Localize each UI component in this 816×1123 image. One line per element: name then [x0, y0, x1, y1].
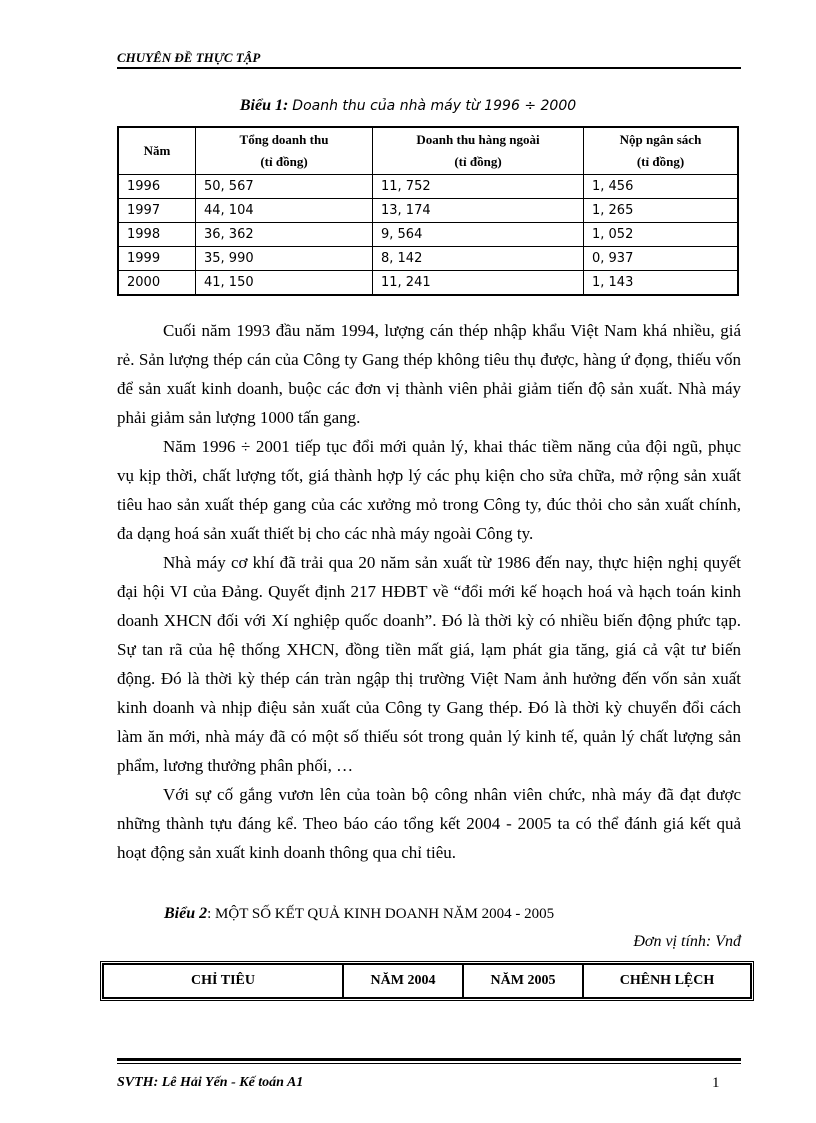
cell-year: 1996: [118, 175, 196, 199]
cell-budget: 1, 456: [584, 175, 739, 199]
col-header-indicator: CHỈ TIÊU: [103, 964, 343, 998]
table2-caption: [164, 905, 554, 923]
col-header-budget-label: Nộp ngân sách: [619, 132, 702, 147]
paragraph: Năm 1996 ÷ 2001 tiếp tục đổi mới quản lý, khai thác tiềm năng của đội ngũ, phục vụ kịp thời, chất lượng tốt, giá thành hợp lý các phụ kiện cho sửa chữa, mở rộng sản xuất tiêu hao sản xuất thép gang của các xưởng mỏ trong Công ty, đúc thỏi cho sản xuất chính, đa dạng hoá sản xuất thiết bị cho các nhà máy ngoài Công ty.: [117, 437, 741, 543]
col-header-export-unit: (tỉ đồng): [454, 154, 502, 169]
cell-year: 1999: [118, 247, 196, 271]
col-header-difference: CHÊNH LỆCH: [583, 964, 751, 998]
cell-year: 1998: [118, 223, 196, 247]
table-row: [118, 199, 738, 223]
cell-revenue: 35, 990: [196, 247, 373, 271]
cell-budget: 1, 143: [584, 271, 739, 296]
footer-author: SVTH: Lê Hải Yến - Kế toán A1: [117, 1075, 304, 1090]
cell-export: 11, 241: [373, 271, 584, 296]
results-table: [100, 961, 754, 1001]
table2-caption-text: : MỘT SỐ KẾT QUẢ KINH DOANH NĂM 2004 - 2005: [207, 906, 555, 922]
table1-caption-text: Doanh thu của nhà máy từ 1996 ÷ 2000: [292, 98, 577, 114]
cell-budget: 1, 052: [584, 223, 739, 247]
table-row: [118, 175, 738, 199]
col-header-revenue-unit: (tỉ đồng): [260, 154, 308, 169]
footer-divider-thick: [117, 1058, 741, 1061]
table1-caption-label: Biểu 1:: [239, 97, 289, 114]
table-row: [118, 271, 738, 296]
cell-budget: 0, 937: [584, 247, 739, 271]
col-header-revenue: [196, 127, 373, 175]
table1-caption: [0, 97, 816, 115]
page-number: 1: [712, 1075, 720, 1091]
col-header-revenue-label: Tổng doanh thu: [239, 132, 329, 147]
col-header-export: [373, 127, 584, 175]
col-header-budget-unit: (tỉ đồng): [636, 154, 685, 169]
col-header-year: Năm: [118, 127, 196, 175]
header-divider: [117, 67, 741, 69]
col-header-2004: NĂM 2004: [343, 964, 463, 998]
paragraph: Cuối năm 1993 đầu năm 1994, lượng cán thép nhập khẩu Việt Nam khá nhiều, giá rẻ. Sản lượng thép cán của Công ty Gang thép không tiêu thụ được, hàng ứ đọng, thiếu vốn để sản xuất kinh doanh, buộc các đơn vị thành viên phải giảm tiến độ sản xuất. Nhà máy phải giảm sản lượng 1000 tấn gang.: [117, 321, 741, 427]
table-row: [118, 223, 738, 247]
cell-year: 2000: [118, 271, 196, 296]
table-row: [118, 247, 738, 271]
cell-revenue: 44, 104: [196, 199, 373, 223]
unit-note: Đơn vị tính: Vnđ: [633, 933, 741, 950]
cell-revenue: 36, 362: [196, 223, 373, 247]
footer-divider-thin: [117, 1063, 741, 1064]
col-header-2005: NĂM 2005: [463, 964, 583, 998]
col-header-budget: [584, 127, 739, 175]
paragraph: Với sự cố gắng vươn lên của toàn bộ công nhân viên chức, nhà máy đã đạt được những thành tựu đáng kể. Theo báo cáo tổng kết 2004 - 2005 ta có thể đánh giá kết quả hoạt động sản xuất kinh doanh thông qua chỉ tiêu.: [117, 785, 741, 862]
page-header-title: CHUYÊN ĐỀ THỰC TẬP: [117, 50, 261, 65]
cell-revenue: 50, 567: [196, 175, 373, 199]
cell-year: 1997: [118, 199, 196, 223]
paragraph: Nhà máy cơ khí đã trải qua 20 năm sản xuất từ 1986 đến nay, thực hiện nghị quyết đại hội VI của Đảng. Quyết định 217 HĐBT về “đổi mới kế hoạch hoá và hạch toán kinh doanh XHCN đối với Xí nghiệp quốc doanh”. Đó là thời kỳ có nhiều biến động phức tạp. Sự tan rã của hệ thống XHCN, đồng tiền mất giá, lạm phát gia tăng, giá cả vật tư biến động. Đó là thời kỳ thép cán tràn ngập thị trường Việt Nam ảnh hưởng đến vốn sản xuất kinh doanh và nhịp điệu sản xuất của Công ty Gang thép. Đó là thời kỳ chuyển đổi cách làm ăn mới, nhà máy đã có một số thiếu sót trong quản lý kinh tế, quản lý chất lượng sản phẩm, lương thưởng phân phối, …: [117, 553, 741, 775]
cell-export: 8, 142: [373, 247, 584, 271]
cell-budget: 1, 265: [584, 199, 739, 223]
col-header-export-label: Doanh thu hàng ngoài: [416, 132, 540, 147]
body-text: [117, 316, 741, 867]
cell-revenue: 41, 150: [196, 271, 373, 296]
table-header-row: [118, 127, 738, 175]
cell-export: 9, 564: [373, 223, 584, 247]
table2-caption-label: Biểu 2: [164, 905, 208, 922]
table-header-row: [103, 964, 751, 998]
cell-export: 11, 752: [373, 175, 584, 199]
revenue-table: [117, 126, 739, 296]
cell-export: 13, 174: [373, 199, 584, 223]
